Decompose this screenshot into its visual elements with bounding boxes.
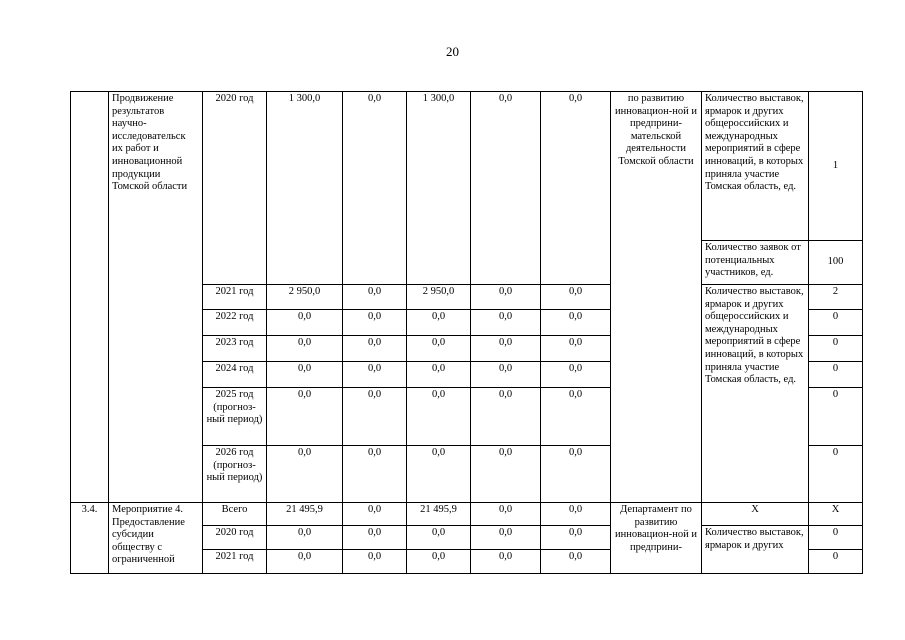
amount-regional-cell: 0,0 [407, 336, 471, 362]
amount-extra-cell: 0,0 [541, 446, 611, 503]
amount-total-cell: 0,0 [267, 336, 343, 362]
amount-local-cell: 0,0 [471, 550, 541, 574]
year-cell: 2020 год [203, 526, 267, 550]
amount-extra-cell: 0,0 [541, 92, 611, 285]
amount-federal-cell: 0,0 [343, 285, 407, 310]
year-cell: 2020 год [203, 92, 267, 285]
amount-extra-cell: 0,0 [541, 285, 611, 310]
amount-total-cell: 0,0 [267, 550, 343, 574]
indicator-value-cell: 0 [809, 526, 863, 550]
amount-extra-cell: 0,0 [541, 550, 611, 574]
amount-regional-cell: 21 495,9 [407, 503, 471, 526]
amount-extra-cell: 0,0 [541, 503, 611, 526]
indicator-cell: Количество выставок, ярмарок и других общероссийских и международных мероприятий в сфере инноваций, в которых приняла участие Томская область, ед. [702, 92, 809, 241]
year-cell: 2021 год [203, 550, 267, 574]
table-row [71, 92, 863, 241]
amount-total-cell: 1 300,0 [267, 92, 343, 285]
amount-local-cell: 0,0 [471, 362, 541, 388]
amount-regional-cell: 2 950,0 [407, 285, 471, 310]
indicator-cell: Количество выставок, ярмарок и других общероссийских и международных мероприятий в сфере инноваций, в которых приняла участие Томская область, ед. [702, 285, 809, 503]
indicator-value-cell: 0 [809, 362, 863, 388]
indicator-value-cell: 100 [809, 241, 863, 285]
amount-extra-cell: 0,0 [541, 362, 611, 388]
amount-local-cell: 0,0 [471, 503, 541, 526]
year-cell: 2026 год (прогноз-ный период) [203, 446, 267, 503]
amount-total-cell: 0,0 [267, 388, 343, 446]
amount-federal-cell: 0,0 [343, 503, 407, 526]
number-cell: 3.4. [71, 503, 109, 574]
amount-local-cell: 0,0 [471, 336, 541, 362]
amount-total-cell: 0,0 [267, 526, 343, 550]
amount-regional-cell: 0,0 [407, 526, 471, 550]
amount-federal-cell: 0,0 [343, 446, 407, 503]
indicator-cell: Количество заявок от потенциальных участников, ед. [702, 241, 809, 285]
indicator-value-cell: 0 [809, 446, 863, 503]
amount-local-cell: 0,0 [471, 388, 541, 446]
indicator-value-cell: 2 [809, 285, 863, 310]
page-number: 20 [446, 44, 459, 59]
year-cell: 2024 год [203, 362, 267, 388]
amount-total-cell: 0,0 [267, 446, 343, 503]
amount-local-cell: 0,0 [471, 285, 541, 310]
amount-total-cell: 2 950,0 [267, 285, 343, 310]
executor-cell: по развитию инновацион-ной и предприни-мательской деятельности Томской области [611, 92, 702, 503]
amount-regional-cell: 0,0 [407, 388, 471, 446]
activity-name-cell: Продвижение результатов научно-исследовательск их работ и инновационной продукции Томской области [109, 92, 203, 503]
indicator-value-cell: 0 [809, 388, 863, 446]
amount-regional-cell: 0,0 [407, 550, 471, 574]
executor-cell: Департамент по развитию инновацион-ной и предприни- [611, 503, 702, 574]
amount-local-cell: 0,0 [471, 310, 541, 336]
amount-local-cell: 0,0 [471, 526, 541, 550]
amount-federal-cell: 0,0 [343, 310, 407, 336]
amount-extra-cell: 0,0 [541, 336, 611, 362]
amount-federal-cell: 0,0 [343, 92, 407, 285]
amount-federal-cell: 0,0 [343, 388, 407, 446]
amount-federal-cell: 0,0 [343, 550, 407, 574]
amount-local-cell: 0,0 [471, 446, 541, 503]
indicator-cell: Х [702, 503, 809, 526]
amount-local-cell: 0,0 [471, 92, 541, 285]
indicator-value-cell: 0 [809, 336, 863, 362]
indicator-value-cell: Х [809, 503, 863, 526]
year-cell: 2021 год [203, 285, 267, 310]
amount-extra-cell: 0,0 [541, 526, 611, 550]
amount-total-cell: 0,0 [267, 310, 343, 336]
amount-extra-cell: 0,0 [541, 310, 611, 336]
amount-federal-cell: 0,0 [343, 336, 407, 362]
year-cell: 2023 год [203, 336, 267, 362]
amount-regional-cell: 1 300,0 [407, 92, 471, 285]
year-cell: Всего [203, 503, 267, 526]
amount-regional-cell: 0,0 [407, 362, 471, 388]
indicator-value-cell: 1 [809, 92, 863, 241]
activity-name-cell: Мероприятие 4. Предоставление субсидии обществу с ограниченной [109, 503, 203, 574]
year-cell: 2025 год (прогноз-ный период) [203, 388, 267, 446]
program-table [70, 91, 863, 574]
indicator-value-cell: 0 [809, 310, 863, 336]
number-cell [71, 92, 109, 503]
table-row [71, 503, 863, 526]
amount-total-cell: 0,0 [267, 362, 343, 388]
amount-regional-cell: 0,0 [407, 310, 471, 336]
indicator-value-cell: 0 [809, 550, 863, 574]
amount-extra-cell: 0,0 [541, 388, 611, 446]
amount-total-cell: 21 495,9 [267, 503, 343, 526]
indicator-cell: Количество выставок, ярмарок и других [702, 526, 809, 574]
year-cell: 2022 год [203, 310, 267, 336]
amount-regional-cell: 0,0 [407, 446, 471, 503]
amount-federal-cell: 0,0 [343, 362, 407, 388]
amount-federal-cell: 0,0 [343, 526, 407, 550]
